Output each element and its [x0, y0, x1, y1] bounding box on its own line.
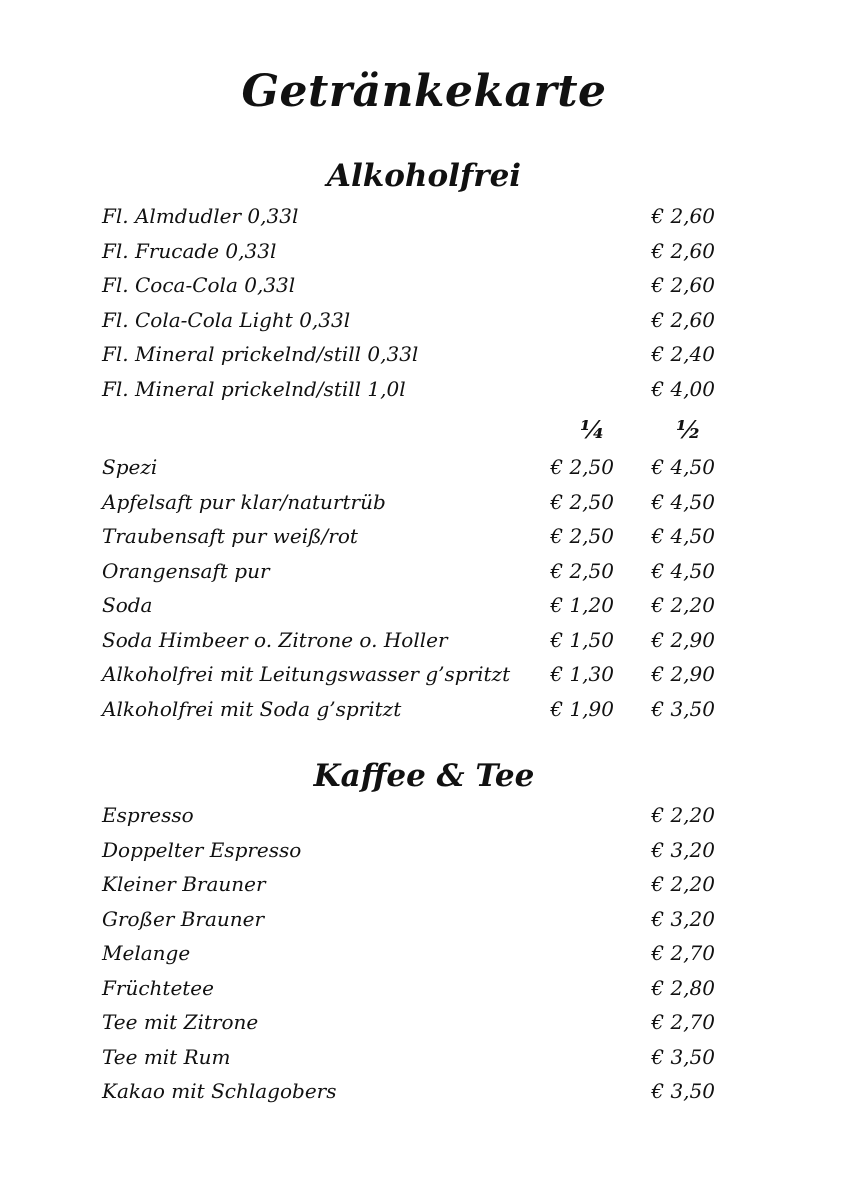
item-price: € 2,60: [651, 238, 715, 263]
page-title: Getränkekarte: [241, 66, 607, 117]
item-name: Alkoholfrei mit Leitungswasser g’spritzt: [102, 662, 511, 686]
item-price-half: € 4,50: [651, 489, 715, 514]
item-price: € 3,50: [651, 1079, 715, 1103]
coffee-tea-list: [0, 798, 848, 1109]
menu-row: [0, 303, 848, 338]
item-name: Kakao mit Schlagobers: [102, 1079, 337, 1103]
item-name: Spezi: [102, 455, 158, 479]
item-price: € 3,20: [651, 906, 715, 931]
item-name: Doppelter Espresso: [102, 837, 302, 862]
item-price-half: € 2,20: [651, 593, 715, 617]
size-header-quarter: ¼: [580, 415, 606, 444]
item-name: Fl. Coca-Cola 0,33l: [102, 273, 296, 297]
item-price-quarter: € 1,90: [550, 696, 614, 721]
item-price: € 2,70: [651, 1010, 715, 1034]
menu-row: [0, 554, 848, 589]
section-heading-alkoholfrei: Alkoholfrei: [326, 158, 522, 194]
item-name: Espresso: [102, 803, 194, 827]
item-name: Fl. Almdudler 0,33l: [102, 204, 299, 228]
item-price: € 2,60: [651, 204, 715, 228]
menu-row: [0, 1074, 848, 1109]
menu-row: [0, 936, 848, 971]
item-price: € 2,70: [651, 941, 715, 965]
item-name: Fl. Mineral prickelnd/still 1,0l: [102, 376, 406, 401]
item-name: Melange: [102, 941, 191, 965]
menu-row: [0, 337, 848, 372]
menu-row: [0, 902, 848, 937]
item-price-half: € 3,50: [651, 696, 715, 721]
menu-row: [0, 519, 848, 554]
item-price-quarter: € 2,50: [550, 558, 614, 583]
item-price: € 4,00: [651, 376, 715, 401]
menu-row: [0, 485, 848, 520]
menu-row: [0, 867, 848, 902]
item-price-half: € 4,50: [651, 455, 715, 479]
menu-row: [0, 798, 848, 833]
item-price-half: € 4,50: [651, 524, 715, 548]
menu-row: [0, 588, 848, 623]
item-name: Fl. Cola-Cola Light 0,33l: [102, 307, 351, 332]
size-header-row: [0, 410, 848, 450]
item-price: € 2,60: [651, 307, 715, 332]
item-price: € 2,20: [651, 803, 715, 827]
item-name: Traubensaft pur weiß/rot: [102, 524, 358, 548]
item-name: Großer Brauner: [102, 906, 265, 931]
menu-row: [0, 833, 848, 868]
item-price-quarter: € 1,20: [550, 593, 614, 617]
item-price-quarter: € 2,50: [550, 524, 614, 548]
item-name: Fl. Mineral prickelnd/still 0,33l: [102, 342, 419, 366]
item-price-half: € 4,50: [651, 558, 715, 583]
menu-row: [0, 692, 848, 727]
bottle-list: [0, 199, 848, 406]
item-name: Früchtetee: [102, 975, 214, 1000]
menu-row: [0, 971, 848, 1006]
item-name: Orangensaft pur: [102, 558, 270, 583]
item-price: € 2,80: [651, 975, 715, 1000]
item-name: Soda: [102, 593, 153, 617]
menu-row: [0, 268, 848, 303]
item-price-quarter: € 1,30: [550, 662, 614, 686]
drink-list: [0, 450, 848, 726]
section-heading-kaffee-tee: Kaffee & Tee: [313, 758, 535, 794]
menu-row: [0, 1040, 848, 1075]
item-name: Apfelsaft pur klar/naturtrüb: [102, 489, 386, 514]
item-name: Alkoholfrei mit Soda g’spritzt: [102, 696, 402, 721]
item-price-half: € 2,90: [651, 627, 715, 652]
item-name: Fl. Frucade 0,33l: [102, 238, 277, 263]
item-price: € 2,60: [651, 273, 715, 297]
menu-row: [0, 199, 848, 234]
menu-row: [0, 1005, 848, 1040]
menu-row: [0, 657, 848, 692]
item-price: € 2,20: [651, 872, 715, 896]
item-price: € 2,40: [651, 342, 715, 366]
menu-row: [0, 372, 848, 407]
item-price-half: € 2,90: [651, 662, 715, 686]
item-name: Soda Himbeer o. Zitrone o. Holler: [102, 627, 448, 652]
item-name: Tee mit Rum: [102, 1044, 231, 1069]
item-price-quarter: € 2,50: [550, 455, 614, 479]
menu-row: [0, 450, 848, 485]
item-name: Tee mit Zitrone: [102, 1010, 259, 1034]
menu-row: [0, 623, 848, 658]
size-header-half: ½: [676, 415, 702, 444]
item-price-quarter: € 1,50: [550, 627, 614, 652]
item-price-quarter: € 2,50: [550, 489, 614, 514]
item-price: € 3,50: [651, 1044, 715, 1069]
item-price: € 3,20: [651, 837, 715, 862]
menu-row: [0, 234, 848, 269]
item-name: Kleiner Brauner: [102, 872, 266, 896]
